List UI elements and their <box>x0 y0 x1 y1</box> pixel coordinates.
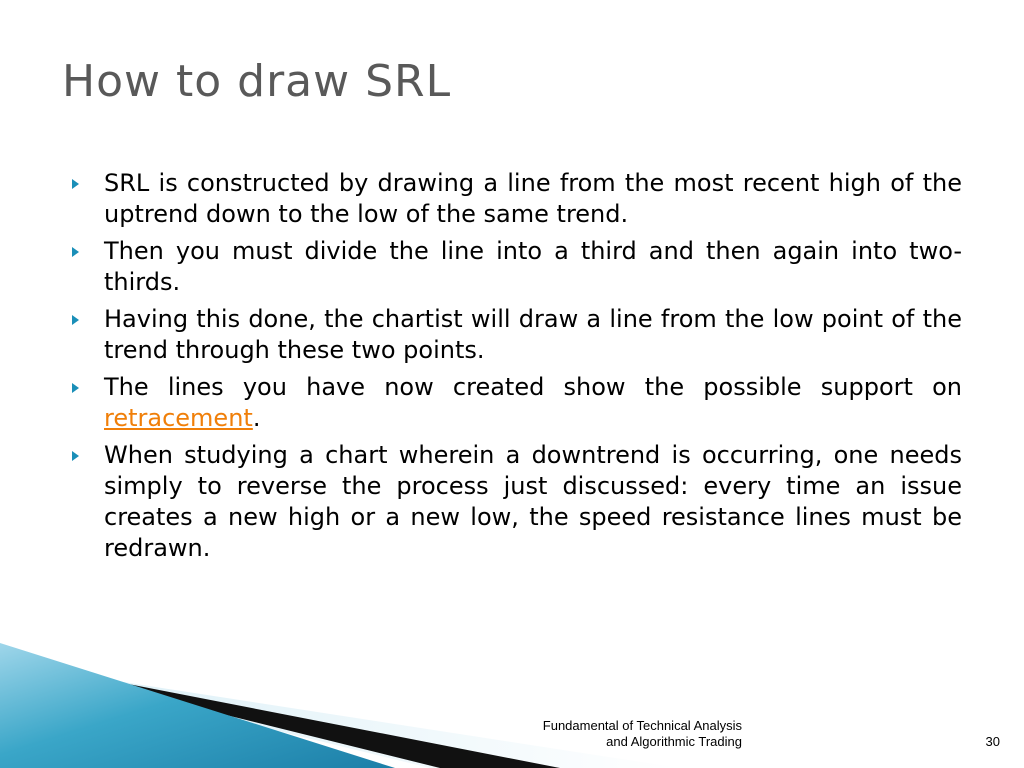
bullet-text: Then you must divide the line into a third and then again into two-thirds. <box>104 237 962 296</box>
swoosh-blue-band <box>0 643 395 768</box>
footer-line-2: and Algorithmic Trading <box>606 734 742 749</box>
triangle-bullet-icon <box>72 451 79 461</box>
retracement-link[interactable]: retracement <box>104 404 253 432</box>
bullet-text: When studying a chart wherein a downtrend is occurring, one needs simply to reverse the process just discussed: every time an issue creates a new high or a new low, the speed resistance lines must be redrawn. <box>104 441 962 562</box>
bullet-item <box>72 440 962 564</box>
bullet-text: The lines you have now created show the possible support on <box>104 373 962 401</box>
bullet-item <box>72 168 962 230</box>
triangle-bullet-icon <box>72 247 79 257</box>
page-number: 30 <box>985 734 1000 749</box>
footer-title <box>480 718 742 750</box>
triangle-bullet-icon <box>72 179 79 189</box>
bullet-item <box>72 236 962 298</box>
bullet-item <box>72 304 962 366</box>
footer-line-1: Fundamental of Technical Analysis <box>542 718 742 733</box>
bullet-list <box>72 168 962 570</box>
bullet-text: SRL is constructed by drawing a line from the most recent high of the uptrend down to the low of the same trend. <box>104 169 962 228</box>
bullet-item <box>72 372 962 434</box>
bullet-text: Having this done, the chartist will draw a line from the low point of the trend through these two points. <box>104 305 962 364</box>
triangle-bullet-icon <box>72 383 79 393</box>
triangle-bullet-icon <box>72 315 79 325</box>
slide-title: How to draw SRL <box>62 56 452 107</box>
bullet-text-end: . <box>252 404 261 432</box>
